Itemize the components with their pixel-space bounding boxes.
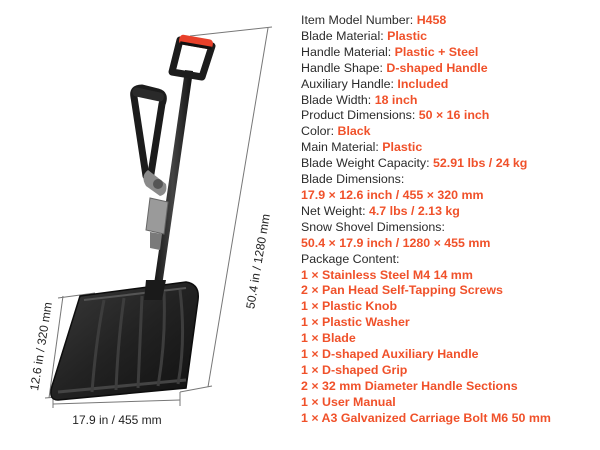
spec-list [301, 13, 600, 427]
spec-value: D-shaped Handle [386, 60, 488, 75]
spec-label: Handle Shape: [301, 60, 387, 75]
blade-dimensions-label: Blade Dimensions: [301, 172, 405, 187]
auxiliary-d-handle [132, 87, 165, 180]
blade-height-dimension-label: 12.6 in / 320 mm [27, 301, 55, 392]
spec-row-handle-material [301, 45, 600, 61]
spec-label: Main Material: [301, 140, 383, 155]
package-item: 1 × D-shaped Auxiliary Handle [301, 347, 479, 362]
spec-value: Black [337, 124, 371, 139]
package-item: 1 × D-shaped Grip [301, 362, 408, 377]
package-item: 1 × A3 Galvanized Carriage Bolt M6 50 mm [301, 410, 551, 425]
package-content-label: Package Content: [301, 251, 400, 266]
spec-row-auxiliary-handle [301, 77, 600, 93]
spec-label: Handle Material: [301, 44, 395, 59]
spec-row-main-material [301, 140, 600, 156]
height-dimension-label: 50.4 in / 1280 mm [243, 212, 273, 310]
spec-label: Net Weight: [301, 203, 369, 218]
spec-value: H458 [416, 13, 447, 27]
spec-label: Blade Width: [301, 92, 375, 107]
spec-value: Plastic [387, 28, 428, 43]
package-item: 1 × Plastic Washer [301, 315, 410, 330]
package-item: 1 × Plastic Knob [301, 299, 398, 314]
package-item: 1 × Stainless Steel M4 14 mm [301, 267, 473, 282]
spec-label: Color: [301, 124, 338, 139]
package-item: 1 × User Manual [301, 394, 396, 409]
spec-label: Blade Weight Capacity: [301, 156, 434, 171]
spec-value: Plastic + Steel [394, 44, 479, 59]
spec-label: Blade Material: [301, 28, 388, 43]
spec-row-color [301, 124, 600, 140]
package-item: 1 × Blade [301, 331, 356, 346]
spec-label: Auxiliary Handle: [301, 76, 398, 91]
spec-value: Plastic [382, 140, 423, 155]
spec-value: 4.7 lbs / 2.13 kg [368, 203, 460, 218]
spec-label: Item Model Number: [301, 13, 417, 27]
spec-rows [301, 13, 600, 172]
height-dimension-line [180, 27, 272, 392]
spec-row-net-weight [301, 204, 600, 220]
package-item: 2 × 32 mm Diameter Handle Sections [301, 378, 518, 393]
spec-label: Product Dimensions: [301, 108, 419, 123]
blade-dimensions-value: 17.9 × 12.6 inch / 455 × 320 mm [301, 187, 484, 202]
spec-row-weight-capacity [301, 156, 600, 172]
spec-row-blade-material [301, 29, 600, 45]
package-item: 2 × Pan Head Self-Tapping Screws [301, 283, 503, 298]
spec-row-blade-width [301, 93, 600, 109]
shovel-dimensions-value: 50.4 × 17.9 inch / 1280 × 455 mm [301, 235, 491, 250]
spec-value: 18 inch [374, 92, 418, 107]
spec-value: 50 × 16 inch [418, 108, 490, 123]
spec-value: 52.91 lbs / 24 kg [433, 156, 528, 171]
shovel-blade [51, 280, 198, 400]
package-content-list [301, 268, 600, 427]
spec-row-handle-shape [301, 61, 600, 77]
shovel-dimensions-label: Snow Shovel Dimensions: [301, 219, 445, 234]
main-d-grip [172, 34, 214, 77]
spec-row-product-dimensions [301, 108, 600, 124]
spec-row-model [301, 13, 600, 29]
blade-width-dimension-label: 17.9 in / 455 mm [72, 413, 162, 427]
spec-value: Included [397, 76, 449, 91]
